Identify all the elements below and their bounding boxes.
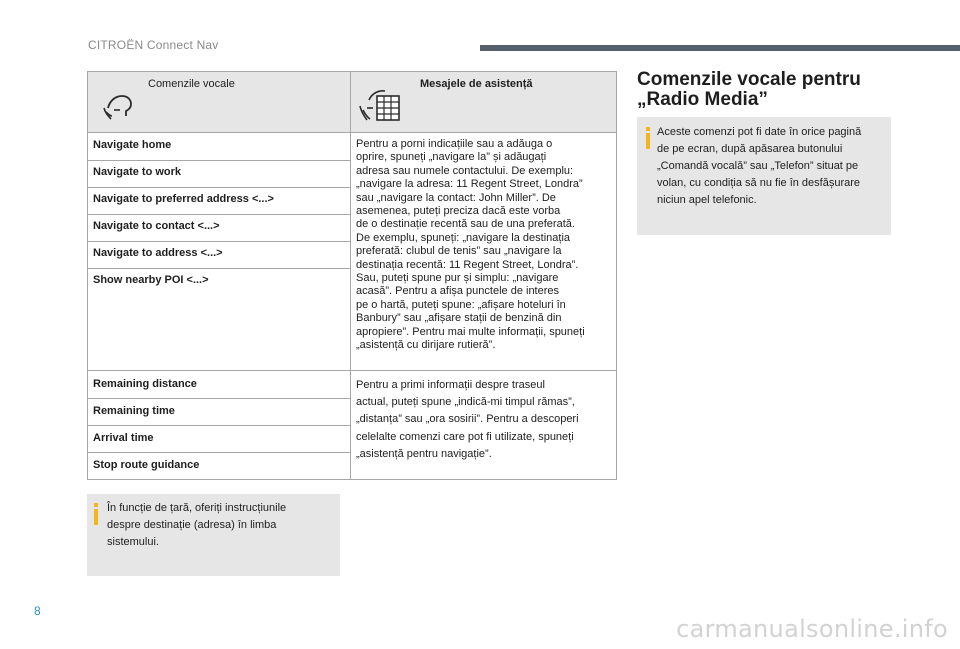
command-navigate-to-preferred-address: Navigate to preferred address <...> [93,193,274,205]
note-line: „Comandă vocală” sau „Telefon” situat pe [657,160,859,172]
description-line: acasă”. Pentru a afișa punctele de interes [356,285,560,298]
description-line: preferată: clubul de tenis” sau „navigare la [356,245,562,258]
steering-voice-assist-icon [359,84,403,131]
note-text [107,500,286,551]
command-remaining-time: Remaining time [93,405,175,417]
row-separator [88,398,350,399]
description-line: asemenea, puteți preciza dacă este vorba [356,205,561,218]
watermark: carmanualsonline.info [676,615,948,643]
column-header-assistance-messages: Mesajele de asistență [420,78,533,90]
description-line: actual, puteți spune „indică-mi timpul rămas”, [356,396,575,409]
row-separator [88,160,350,161]
group-separator [88,370,616,371]
description-line: Banbury” sau „afișare stații de benzină din [356,312,562,325]
description-line: De exemplu, spuneți: „navigare la destinația [356,231,571,244]
row-separator [88,187,350,188]
note-line: despre destinație (adresa) în limba [107,519,277,531]
page-number: 8 [34,604,41,618]
description-line: apropiere”. Pentru mai multe informații, spuneți [356,325,585,338]
command-arrival-time: Arrival time [93,432,154,444]
note-line: volan, cu condiția să nu fie în desfășurare [657,177,861,189]
note-line: sistemului. [107,536,159,548]
column-divider [350,132,351,479]
description-line: „asistență pentru navigație”. [356,447,492,460]
heading-line: Comenzile vocale pentru [637,69,861,90]
info-note-language [87,494,340,576]
command-navigate-to-contact: Navigate to contact <...> [93,220,220,232]
description-navigation-commands [356,138,612,353]
description-line: oprire, spuneți „navigare la” și adăugați [356,151,547,164]
info-icon [646,127,650,149]
description-line: „asistență cu dirijare rutieră”. [356,339,496,352]
description-line: Pentru a porni indicațiile sau a adăuga o [356,138,553,150]
manual-title: CITROËN Connect Nav [88,38,219,52]
description-line: adresa sau numele contactului. De exemplu: [356,164,574,177]
row-separator [88,241,350,242]
header-bar [480,45,960,51]
description-line: Sau, puteți spune pur și simplu: „navigare [356,272,559,285]
note-line: de pe ecran, după apăsarea butonului [657,143,843,155]
command-navigate-home: Navigate home [93,139,172,151]
row-separator [88,214,350,215]
table-header-row [88,72,616,133]
row-separator [88,268,350,269]
voice-commands-table [87,71,617,480]
heading-line: „Radio Media” [637,89,768,110]
info-icon [94,503,98,525]
description-line: celelalte comenzi care pot fi utilizate, spuneți [356,430,574,443]
description-line: sau „navigare la contact: John Miller”. De [356,191,556,204]
description-line: pe o hartă, puteți spune: „afișare hoteluri în [356,298,566,311]
voice-command-icon [102,86,136,127]
command-show-nearby-poi: Show nearby POI <...> [93,274,209,286]
section-heading [637,70,897,110]
row-separator [88,425,350,426]
column-divider [350,72,351,132]
description-line: „navigare la adresa: 11 Regent Street, Londra” [356,178,583,191]
command-navigate-to-address: Navigate to address <...> [93,247,223,259]
description-line: Pentru a primi informații despre traseul [356,379,545,391]
command-remaining-distance: Remaining distance [93,378,197,390]
info-note-radio-media [637,117,891,235]
note-line: În funcție de țară, oferiți instrucțiunile [107,502,287,514]
row-separator [88,452,350,453]
note-text [657,124,861,209]
note-line: niciun apel telefonic. [657,194,757,206]
command-stop-route-guidance: Stop route guidance [93,459,200,471]
description-line: de o destinație recentă sau de una preferată. [356,218,575,231]
description-route-info-commands [356,377,612,463]
description-line: „distanța” sau „ora sosirii”. Pentru a descoperi [356,413,579,426]
description-line: destinația recentă: 11 Regent Street, Londra”. [356,258,579,271]
command-navigate-to-work: Navigate to work [93,166,182,178]
column-header-voice-commands: Comenzile vocale [148,78,235,90]
note-line: Aceste comenzi pot fi date în orice pagină [657,126,862,138]
